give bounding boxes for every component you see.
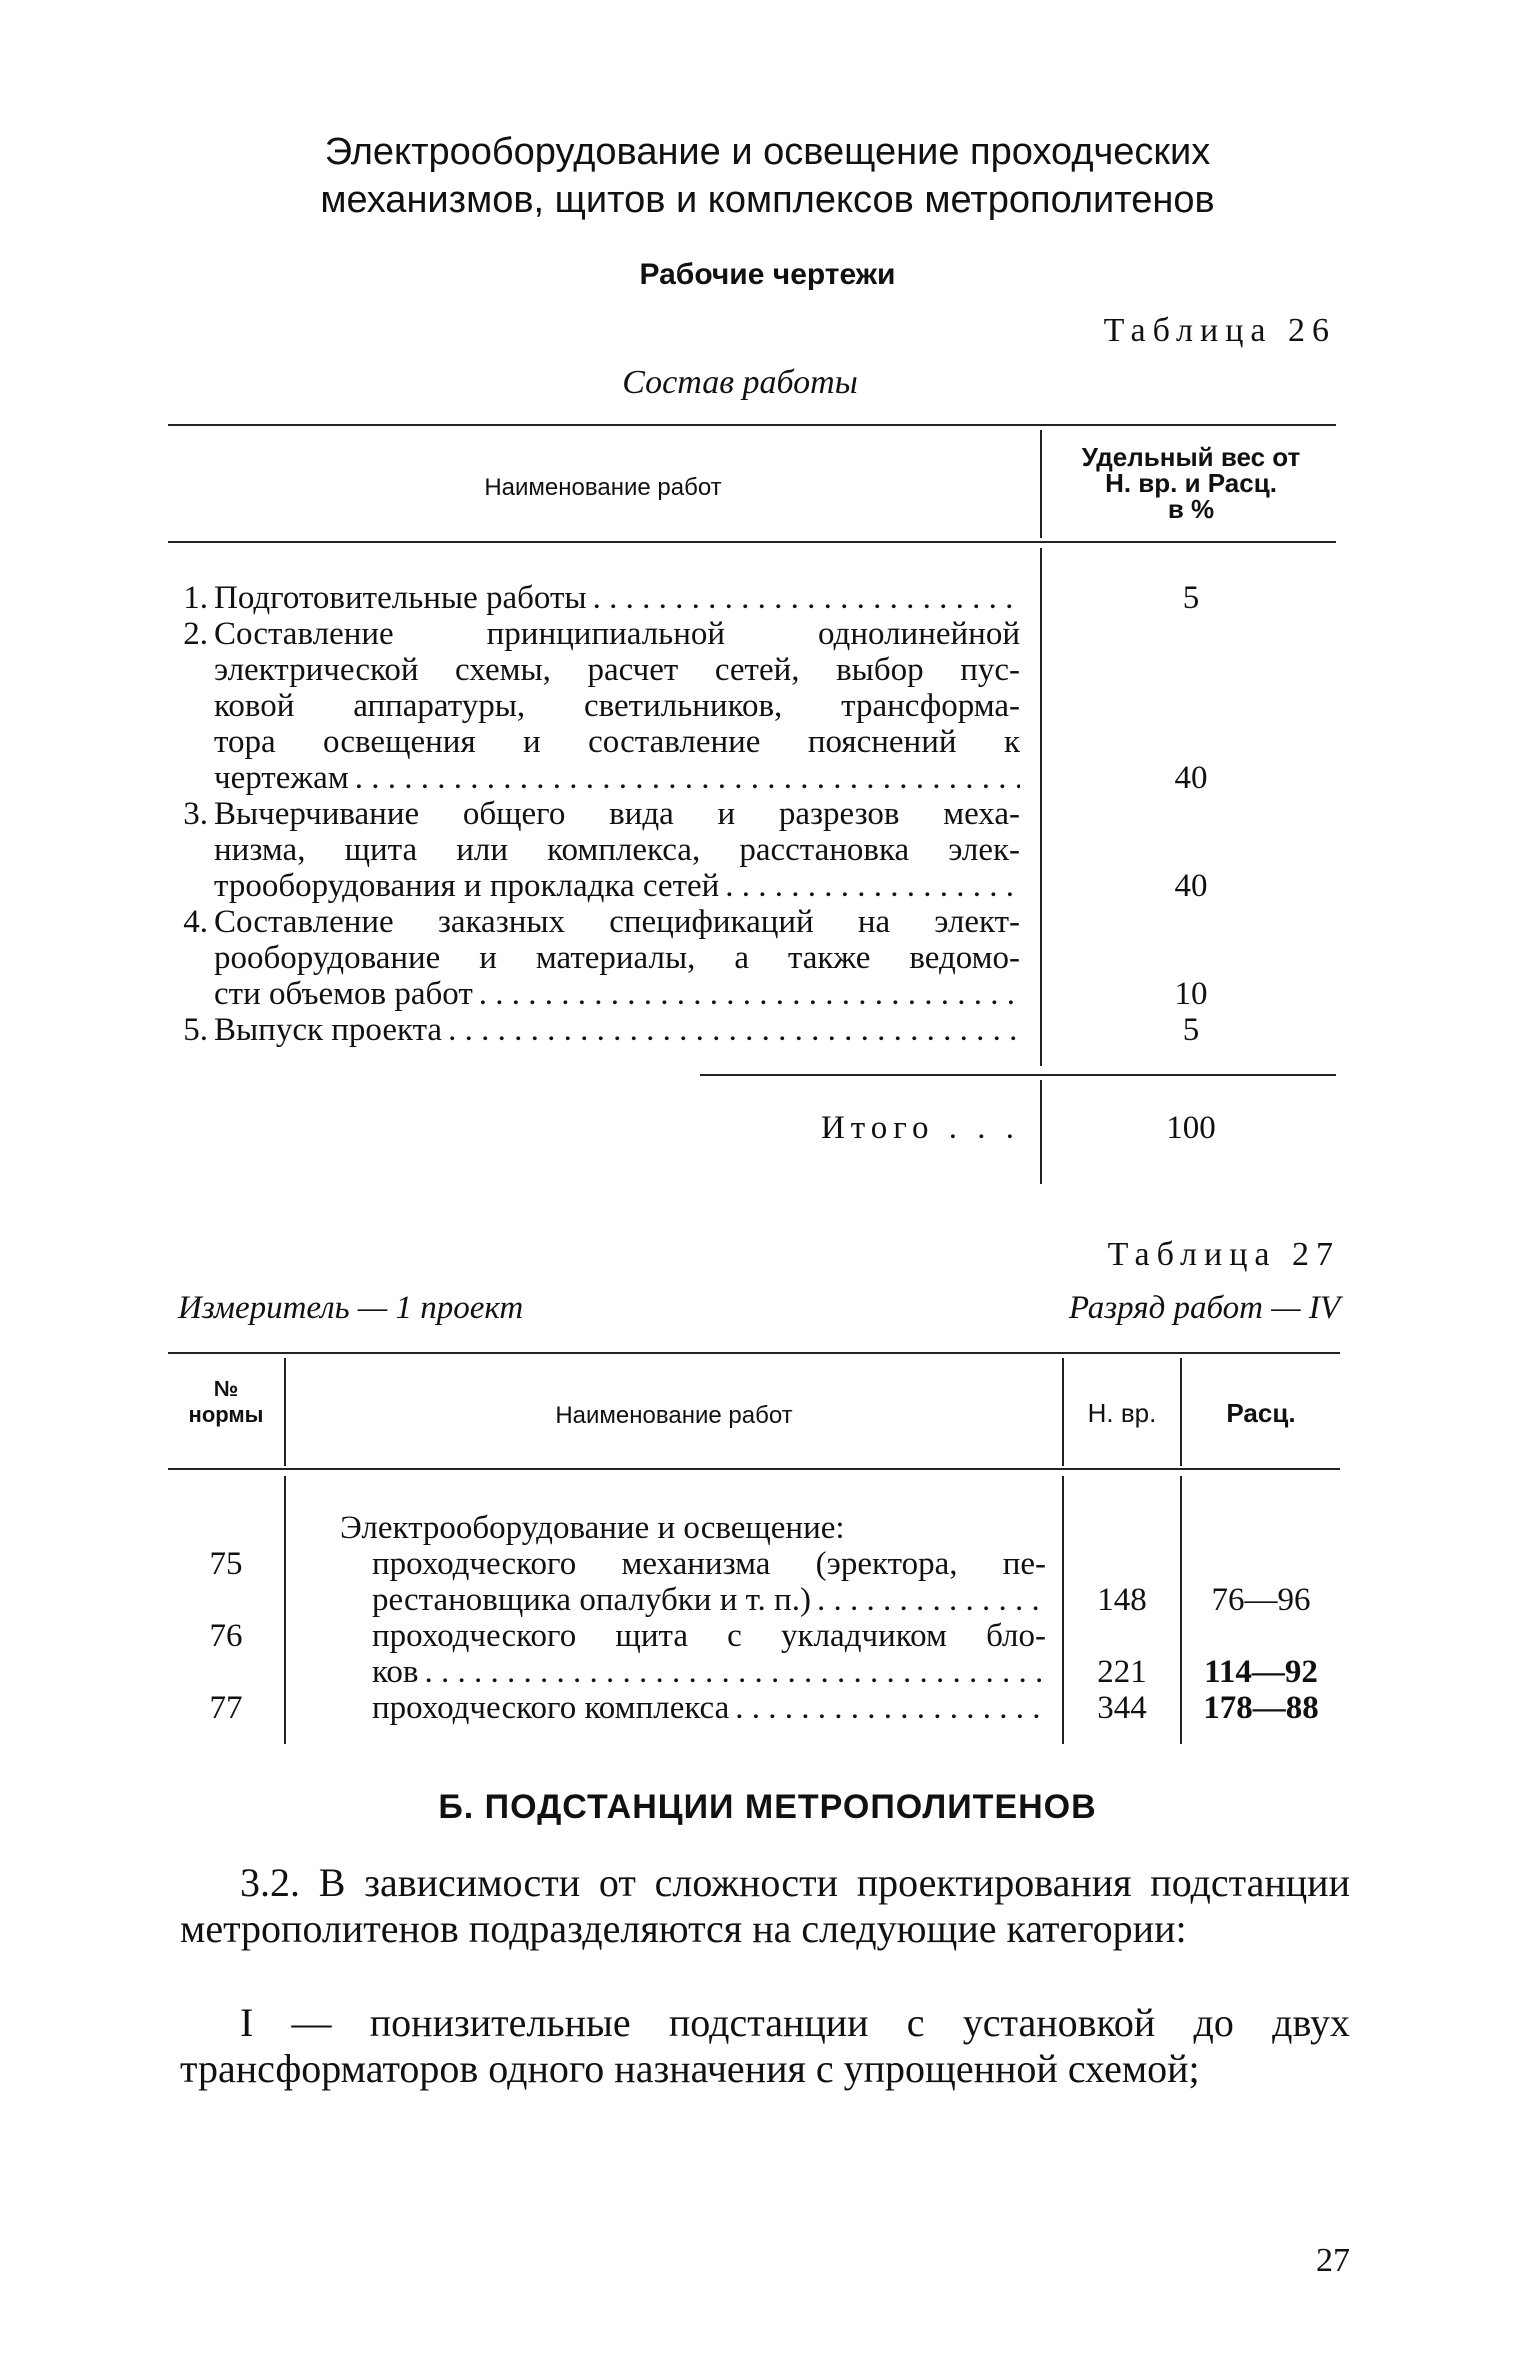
doc-subtitle: Рабочие чертежи [639, 258, 896, 291]
table26-row-2-value: 40 [1174, 760, 1208, 796]
table27-row-75-line2: рестановщика опалубки и т. п.) [372, 1582, 811, 1618]
table27-row-77-line1: проходческого комплекса [372, 1690, 730, 1726]
table27-row-76-line2: ков [372, 1654, 419, 1690]
table27-row-75-num: 75 [209, 1546, 243, 1582]
table27-row-75-time: 148 [1097, 1582, 1147, 1618]
table27-grade: Разряд работ — IV [1068, 1290, 1340, 1326]
table27-measure: Измеритель — 1 проект [178, 1290, 524, 1326]
doc-title-line2: механизмов, щитов и комплексов метрополитенов [320, 179, 1215, 221]
table27-row-76-price: 114—92 [1204, 1654, 1318, 1690]
table27-row-77-time: 344 [1097, 1690, 1147, 1726]
doc-title-line1: Электрооборудование и освещение проходческих [324, 131, 1211, 173]
table26-caption: Состав работы [622, 364, 858, 401]
table26-row-1: 1. Подготовительные работы . . . [160, 580, 1020, 616]
table26-row-3-line3: трооборудования и прокладка сетей [214, 868, 720, 904]
table26-total-rule [700, 1074, 1336, 1076]
table26-col-weight-line2: Н. вр. и Расц. [1105, 468, 1277, 498]
table26-row-2: 2. Составление принципиальной однолинейной [183, 616, 1020, 652]
table26-row-4-line3: сти объемов работ [214, 976, 473, 1012]
section-b-paragraph-2: I — понизительные подстанции с установкой до двух трансформаторов одного назначения с упрощенной схемой; [180, 2000, 1350, 2091]
table26-col-name: Наименование работ [484, 474, 722, 501]
table26-row-4: 4. Составление заказных спецификаций на элект- [183, 904, 1020, 940]
table27-col-no: № нормы [188, 1376, 264, 1427]
table27-label: Таблица 27 [1107, 1236, 1340, 1273]
section-b-paragraph-1: 3.2. В зависимости от сложности проектирования подстанции метрополитенов подразделяются на следующие категории: [180, 1860, 1350, 1951]
table26-row-3-line2: низма, щита или комплекса, расстановка элек- [214, 832, 1020, 868]
table26-total-label: Итого . . . [820, 1110, 1020, 1146]
table26-header-divider [1040, 430, 1042, 538]
table27-row-76-line1: проходческого щита с укладчиком бло- [372, 1618, 1046, 1654]
table27-group-title: Электрооборудование и освещение: [340, 1510, 845, 1546]
table27-col-name: Наименование работ [555, 1402, 793, 1429]
table27-row-76-time: 221 [1097, 1654, 1147, 1690]
table26-row-2-line5: чертежам [214, 760, 349, 796]
table26-row-2-line4: тора освещения и составление пояснений к [214, 724, 1020, 760]
table26-row-4-value: 10 [1174, 976, 1208, 1012]
table26-label: Таблица 26 [1103, 312, 1336, 349]
table27-row-76-num: 76 [209, 1618, 243, 1654]
table26-total-value: 100 [1166, 1110, 1216, 1146]
table26-row-3-value: 40 [1174, 868, 1208, 904]
table26-row-5: 5. Выпуск проекта . . . [160, 1012, 1020, 1048]
table26-row-1-value: 5 [1182, 580, 1200, 616]
table27-row-77-price: 178—88 [1203, 1690, 1319, 1726]
table27-top-rule [168, 1352, 1340, 1354]
table26-col-weight-line1: Удельный вес от [1081, 442, 1301, 472]
table27-col-price: Расц. [1226, 1398, 1296, 1428]
table26-row-2-line2: электрической схемы, расчет сетей, выбор пус- [214, 652, 1020, 688]
section-b-heading: Б. ПОДСТАНЦИИ МЕТРОПОЛИТЕНОВ [438, 1788, 1097, 1826]
table26-body-divider [1040, 548, 1042, 1066]
table26-row-5-value: 5 [1182, 1012, 1200, 1048]
table26-row-2-line3: ковой аппаратуры, светильников, трансформа- [214, 688, 1020, 724]
table27-row-75-line1: проходческого механизма (эректора, пе- [372, 1546, 1046, 1582]
table26-row-3: 3. Вычерчивание общего вида и разрезов меха- [183, 796, 1020, 832]
table27-header-rule [168, 1468, 1340, 1470]
table26-col-weight [1046, 444, 1336, 522]
table27-row-75-price: 76—96 [1211, 1582, 1311, 1618]
page-number: 27 [1316, 2242, 1350, 2279]
table26-row-4-line2: рооборудование и материалы, а также ведомо- [214, 940, 1020, 976]
table26-top-rule [168, 424, 1336, 426]
table27-col-time: Н. вр. [1087, 1398, 1157, 1428]
table27-row-77-num: 77 [209, 1690, 243, 1726]
table26-header-rule [168, 541, 1336, 543]
table26-total-divider [1040, 1080, 1042, 1184]
table26-col-weight-line3: в % [1167, 494, 1215, 524]
